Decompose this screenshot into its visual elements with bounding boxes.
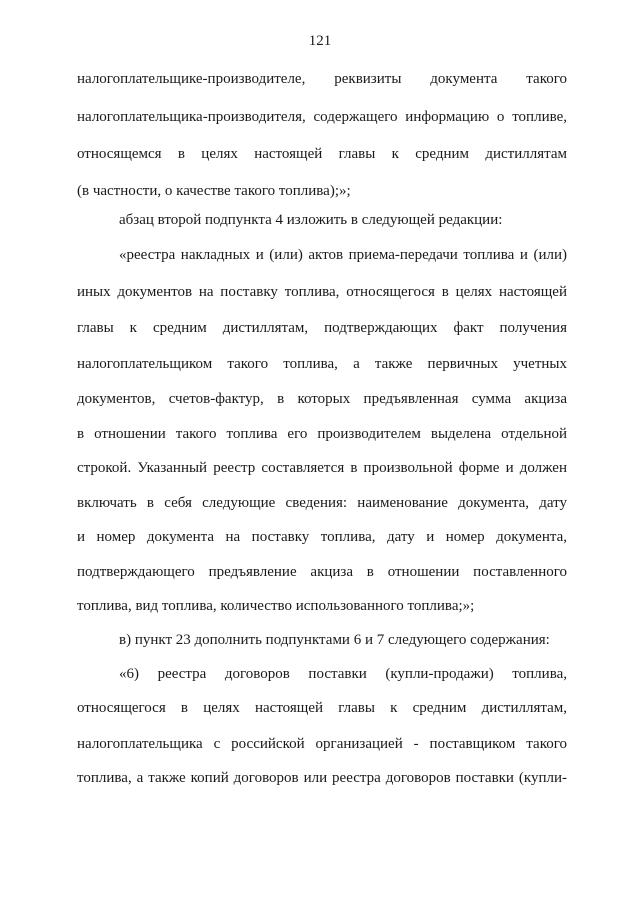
text-line: и номер документа на поставку топлива, дату и номер документа, [77, 529, 567, 545]
text-line: налогоплательщика-производителя, содержащего информацию о топливе, [77, 109, 567, 125]
text-line: в отношении такого топлива его производителем выделена отдельной [77, 426, 567, 442]
text-line: документов, счетов-фактур, в которых предъявленная сумма акциза [77, 391, 567, 407]
paragraph-line: в) пункт 23 дополнить подпунктами 6 и 7 следующего содержания: [119, 632, 550, 648]
text-line: относящемся в целях настоящей главы к средним дистиллятам [77, 146, 567, 162]
text-line: (в частности, о качестве такого топлива);»; [77, 183, 351, 199]
text-line: включать в себя следующие сведения: наименование документа, дату [77, 495, 567, 511]
paragraph-line: «6) реестра договоров поставки (купли-продажи) топлива, [119, 666, 567, 682]
text-line: строкой. Указанный реестр составляется в произвольной форме и должен [77, 460, 567, 476]
text-line: налогоплательщика с российской организацией - поставщиком такого [77, 736, 567, 752]
text-line: иных документов на поставку топлива, относящегося в целях настоящей [77, 284, 567, 300]
page-number: 121 [308, 33, 332, 49]
text-line: главы к средним дистиллятам, подтверждающих факт получения [77, 320, 567, 336]
text-line: относящегося в целях настоящей главы к средним дистиллятам, [77, 700, 567, 716]
text-line: топлива, вид топлива, количество использованного топлива;»; [77, 598, 475, 614]
paragraph-line: «реестра накладных и (или) актов приема-передачи топлива и (или) [119, 247, 567, 263]
text-line: налогоплательщиком такого топлива, а также первичных учетных [77, 356, 567, 372]
text-line: налогоплательщике-производителе, реквизиты документа такого [77, 71, 567, 87]
paragraph-line: абзац второй подпункта 4 изложить в следующей редакции: [119, 212, 503, 228]
text-line: подтверждающего предъявление акциза в отношении поставленного [77, 564, 567, 580]
text-line: топлива, а также копий договоров или реестра договоров поставки (купли- [77, 770, 567, 786]
